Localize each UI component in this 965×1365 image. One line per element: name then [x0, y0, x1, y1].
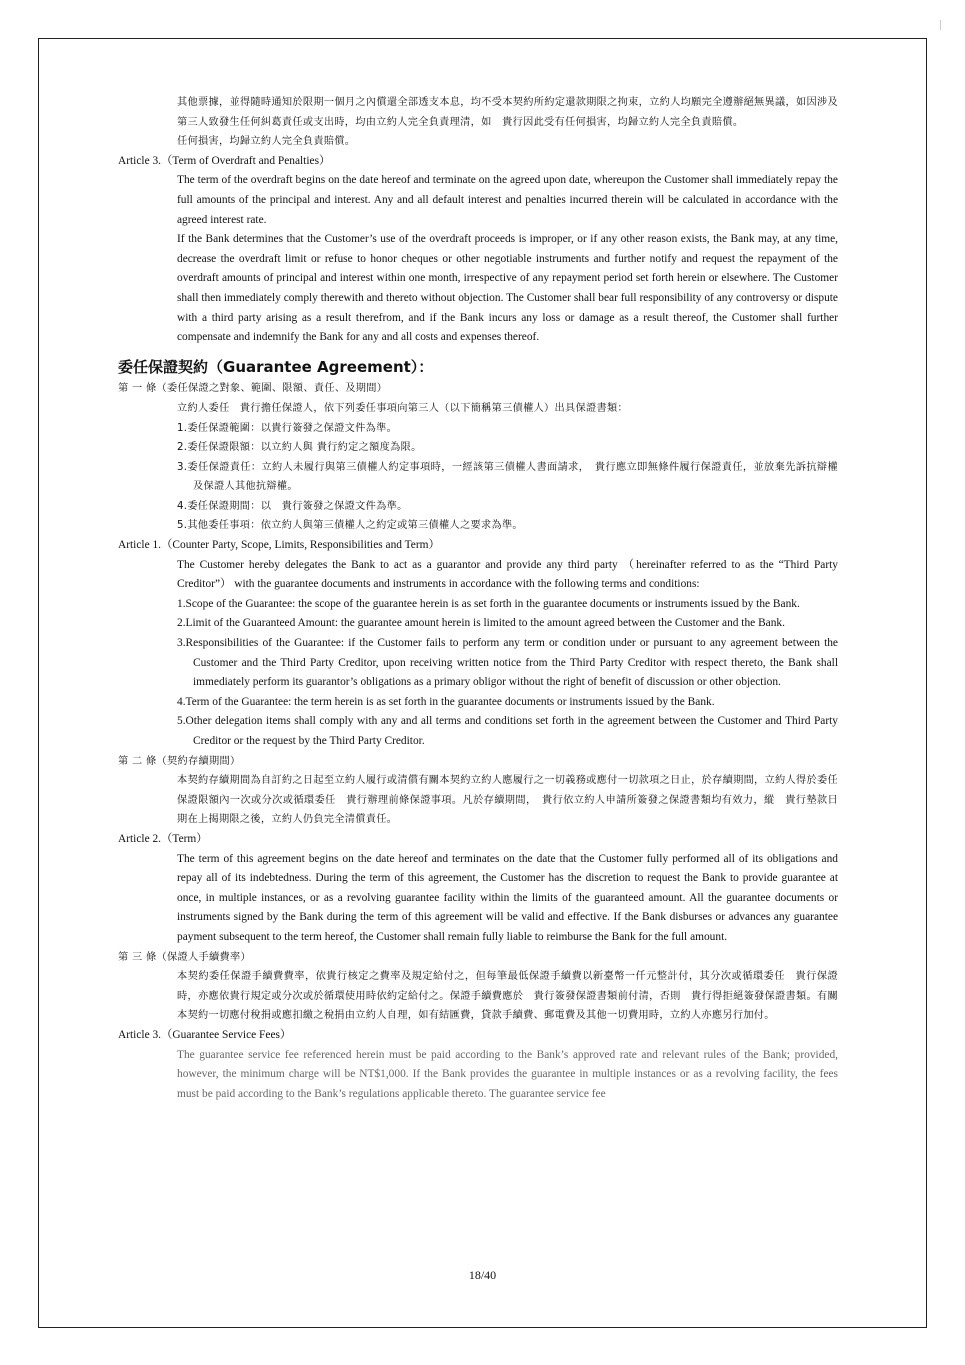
article-heading: 第 一 條（委任保證之對象、範圍、限額、責任、及期間）	[118, 383, 388, 395]
list-item: 4.Term of the Guarantee: the term herein is as set forth in the guarantee documents or instruments issued by the Bank.	[177, 695, 715, 708]
paragraph: 任何損害，均歸立約人完全負責賠償。	[177, 136, 356, 148]
list-item: 5.其他委任事項：依立約人與第三債權人之約定或第三債權人之要求為準。	[177, 520, 523, 532]
section-heading: 委任保證契約（Guarantee Agreement）：	[118, 357, 434, 376]
paragraph: 其他票據，並得隨時通知於限期一個月之內償還全部透支本息，均不受本契約所約定還款期限之拘束，立約人均願完全遵辦絕無異議，如因涉及第三人致發生任何糾葛責任或支出時，均由立約人完全負責理清，如 貴行因此受有任何損害，均歸立約人完全負責賠償。	[177, 97, 838, 128]
page-number: 18/40	[468, 1268, 497, 1282]
list-item: 1.委任保證範圍：以貴行簽發之保證文件為準。	[177, 422, 398, 434]
paragraph: 本契約委任保證手續費費率，依貴行核定之費率及規定給付之，但每筆最低保證手續費以新臺幣一仟元整計付，其分次或循環委任 貴行保證時，亦應依貴行規定或分次或於循環使用時依約定給付之。保證手續費應於 貴行簽發保證書類前付清，否則 貴行得拒絕簽發保證書類。有關本契約一切應付稅捐或應扣繳之稅捐由立約人自理，如有結匯費，貸款手續費、郵電費及其他一切費用時，立約人亦應另行加付。	[177, 971, 838, 1022]
paragraph: The term of this agreement begins on the date hereof and terminates on the date that the Customer fully performed all of its obligations and repay all of its indebtedness. During the term of this agreement, the Customer has the discretion to request the Bank to provide guarantee at once, in multiple instances, or as a revolving guarantee facility within the limits of the guaranteed amount. All the guarantee documents or instruments signed by the Bank during the term of this agreement will be valid and effective. If the Bank disburses or advances any guarantee payment subsequent to the term hereof, the Customer shall remain fully liable to reimburse the Bank for the full amount.	[177, 852, 838, 943]
paragraph: 立約人委任 貴行擔任保證人，依下列委任事項向第三人（以下簡稱第三債權人）出具保證書類：	[177, 402, 628, 414]
paragraph: The guarantee service fee referenced herein must be paid according to the Bank’s approved rate and relevant rules of the Bank; provided, however, the minimum charge will be NT$1,000. If the Bank provides the guarantee in multiple instances or as a revolving facility, the fees must be paid according to the Bank’s regulations applicable thereto. The guarantee service fee	[177, 1048, 838, 1100]
paragraph: The term of the overdraft begins on the date hereof and terminate on the agreed upon date, whereupon the Customer shall immediately repay the full amounts of the principal and interest. Any and all default interest and penalties incurred therein will be calculated in accordance with the agreed interest rate.	[177, 174, 838, 226]
document-body	[118, 93, 838, 1104]
article-heading: Article 3.（Term of Overdraft and Penalties）	[118, 154, 331, 167]
paragraph: If the Bank determines that the Customer’s use of the overdraft proceeds is improper, or if any other reason exists, the Bank may, at any time, decrease the overdraft limit or refuse to honor cheques or other negotiable instruments and further notify and request the repayment of the overdraft amounts of principal and interest within one month, irrespective of any repayment period set forth herein or elsewhere. The Customer shall then immediately comply therewith and thereto without objection. The Customer shall bear full responsibility of any controversy or dispute with a third party arising as a result therefrom, and if the Bank incurs any loss or damage as a result thereof, the Customer shall further compensate and indemnify the Bank for any and all costs and expenses thereof.	[177, 233, 838, 344]
list-item: 1.Scope of the Guarantee: the scope of the guarantee herein is as set forth in the guarantee documents or instruments issued by the Bank.	[177, 597, 800, 610]
list-item: 5.Other delegation items shall comply with any and all terms and conditions set forth in the agreement between the Customer and Third Party Creditor or the request by the Third Party Creditor.	[177, 715, 838, 747]
list-item: 2.Limit of the Guaranteed Amount: the guarantee amount herein is limited to the amount agreed between the Customer and the Bank.	[177, 617, 785, 630]
article-heading: 第 三 條（保證人手續費率）	[118, 951, 251, 963]
list-item: 4.委任保證期間：以 貴行簽發之保證文件為準。	[177, 500, 408, 512]
scan-edge-mark	[940, 20, 941, 30]
article-heading: 第 二 條（契約存續期間）	[118, 755, 241, 767]
paragraph: The Customer hereby delegates the Bank to act as a guarantor and provide any third party （hereinafter referred to as the “Third Party Creditor”） with the guarantee documents and instruments in accordance with the following terms and conditions:	[177, 558, 838, 591]
list-item: 2.委任保證限額：以立約人與 貴行約定之額度為限。	[177, 442, 422, 454]
article-heading: Article 1.（Counter Party, Scope, Limits, Responsibilities and Term）	[118, 539, 440, 552]
article-heading: Article 2.（Term）	[118, 832, 208, 845]
list-item: 3.Responsibilities of the Guarantee: if the Customer fails to perform any term or condition under or pursuant to any agreement between the Customer and the Third Party Creditor, upon receiving written notice from the Third Party Creditor with respect thereto, the Bank shall immediately perform its guarantor’s obligations as a primary obligor without the right of benefit of discussion or other objection.	[177, 637, 838, 689]
paragraph: 本契約存續期間為自訂約之日起至立約人履行或清償有關本契約立約人應履行之一切義務或應付一切款項之日止，於存續期間，立約人得於委任保證限額內一次或分次或循環委任 貴行辦理前條保證事項。凡於存續期間， 貴行依立約人申請所簽發之保證書類均有效力，縱 貴行墊款日期在上揭期限之後，立約人仍負完全清償責任。	[177, 775, 838, 826]
list-item: 3.委任保證責任：立約人未履行與第三債權人約定事項時，一經該第三債權人書面請求， 貴行應立即無條件履行保證責任，並放棄先訴抗辯權及保證人其他抗辯權。	[177, 461, 838, 493]
article-heading: Article 3.（Guarantee Service Fees）	[118, 1028, 292, 1041]
